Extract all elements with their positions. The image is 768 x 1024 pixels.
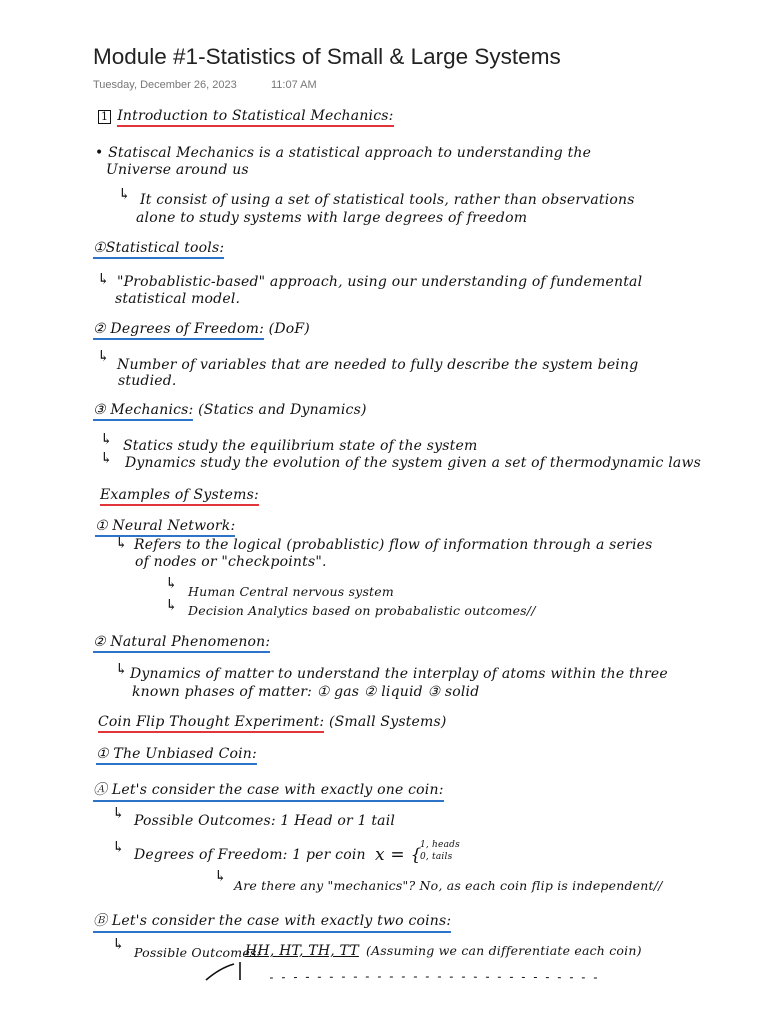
mech-line-1: Statics study the equilibrium state of the system bbox=[123, 438, 478, 454]
case-b-pairs: HH, HT, TH, TT bbox=[245, 943, 359, 959]
coin-heading-row bbox=[98, 714, 447, 730]
arrow-icon: ↳ bbox=[214, 867, 227, 885]
coin-heading: Coin Flip Thought Experiment: bbox=[98, 714, 324, 733]
case-b-note: (Assuming we can differentiate each coin) bbox=[366, 943, 642, 958]
cutoff-strokes bbox=[200, 960, 620, 984]
intro-bullet-line-2: Universe around us bbox=[106, 162, 249, 178]
case-a-formula-tails: 0, tails bbox=[420, 852, 453, 862]
page-title: Module #1-Statistics of Small & Large Systems bbox=[93, 44, 561, 69]
natural-heading: ② Natural Phenomenon: bbox=[93, 634, 270, 653]
natural-line-2: known phases of matter: ① gas ② liquid ③ solid bbox=[132, 684, 480, 700]
arrow-icon: ↳ bbox=[97, 347, 110, 365]
mech-line-2: Dynamics study the evolution of the system given a set of thermodynamic laws bbox=[125, 455, 702, 471]
case-a-outcomes: Possible Outcomes: 1 Head or 1 tail bbox=[134, 813, 396, 829]
mech-note: (Statics and Dynamics) bbox=[198, 402, 367, 418]
case-b-heading: Ⓑ Let's consider the case with exactly two coins: bbox=[93, 910, 451, 933]
coin-note: (Small Systems) bbox=[328, 714, 447, 730]
case-a-dof: Degrees of Freedom: 1 per coin bbox=[134, 847, 366, 863]
dof-heading-row bbox=[93, 321, 310, 337]
tools-line-2: statistical model. bbox=[115, 291, 241, 307]
case-b-outcomes: Possible Outcomes: bbox=[134, 945, 261, 960]
note-time: 11:07 AM bbox=[271, 79, 317, 91]
neural-line-1: Refers to the logical (probablistic) flow of information through a series bbox=[134, 537, 653, 553]
intro-heading-row bbox=[98, 108, 394, 124]
arrow-icon: ↳ bbox=[112, 804, 125, 822]
intro-sub-line-2: alone to study systems with large degrees of freedom bbox=[136, 210, 528, 226]
arrow-icon: ↳ bbox=[115, 660, 128, 678]
dof-line-2: studied. bbox=[118, 373, 177, 389]
tools-heading: ①Statistical tools: bbox=[93, 240, 224, 259]
note-date: Tuesday, December 26, 2023 bbox=[93, 79, 237, 91]
arrow-icon: ↳ bbox=[165, 596, 178, 614]
intro-heading: Introduction to Statistical Mechanics: bbox=[117, 108, 393, 127]
mech-heading: ③ Mechanics: bbox=[93, 402, 193, 421]
intro-bullet-line-1: • Statiscal Mechanics is a statistical approach to understanding the bbox=[95, 145, 592, 161]
dof-abbr: (DoF) bbox=[268, 321, 310, 337]
neural-sub-2: Decision Analytics based on probabalistic outcomes// bbox=[188, 603, 536, 618]
arrow-icon: ↳ bbox=[112, 935, 125, 953]
arrow-icon: ↳ bbox=[97, 270, 110, 288]
case-a-formula: x = { bbox=[375, 845, 422, 865]
neural-line-2: of nodes or "checkpoints". bbox=[135, 554, 327, 570]
arrow-icon: ↳ bbox=[115, 534, 128, 552]
arrow-icon: ↳ bbox=[100, 449, 113, 467]
mech-heading-row bbox=[93, 402, 367, 418]
dof-heading: ② Degrees of Freedom: bbox=[93, 321, 264, 340]
unbiased-heading: ① The Unbiased Coin: bbox=[96, 746, 257, 765]
arrow-icon: ↳ bbox=[112, 838, 125, 856]
natural-line-1: Dynamics of matter to understand the interplay of atoms within the three bbox=[130, 666, 668, 682]
examples-heading: Examples of Systems: bbox=[100, 487, 259, 506]
case-a-mechanics: Are there any "mechanics"? No, as each coin flip is independent// bbox=[234, 878, 663, 893]
tools-line-1: "Probablistic-based" approach, using our understanding of fundemental bbox=[117, 274, 643, 290]
neural-sub-1: Human Central nervous system bbox=[188, 584, 394, 599]
case-a-heading: Ⓐ Let's consider the case with exactly one coin: bbox=[93, 779, 444, 802]
intro-number-box: 1 bbox=[98, 110, 111, 124]
arrow-icon: ↳ bbox=[118, 185, 131, 203]
case-a-formula-heads: 1, heads bbox=[420, 840, 460, 850]
intro-sub-line-1: It consist of using a set of statistical tools, rather than observations bbox=[140, 192, 635, 208]
dof-line-1: Number of variables that are needed to fully describe the system being bbox=[117, 357, 639, 373]
neural-heading: ① Neural Network: bbox=[95, 518, 235, 537]
arrow-icon: ↳ bbox=[165, 574, 178, 592]
arrow-icon: ↳ bbox=[100, 430, 113, 448]
